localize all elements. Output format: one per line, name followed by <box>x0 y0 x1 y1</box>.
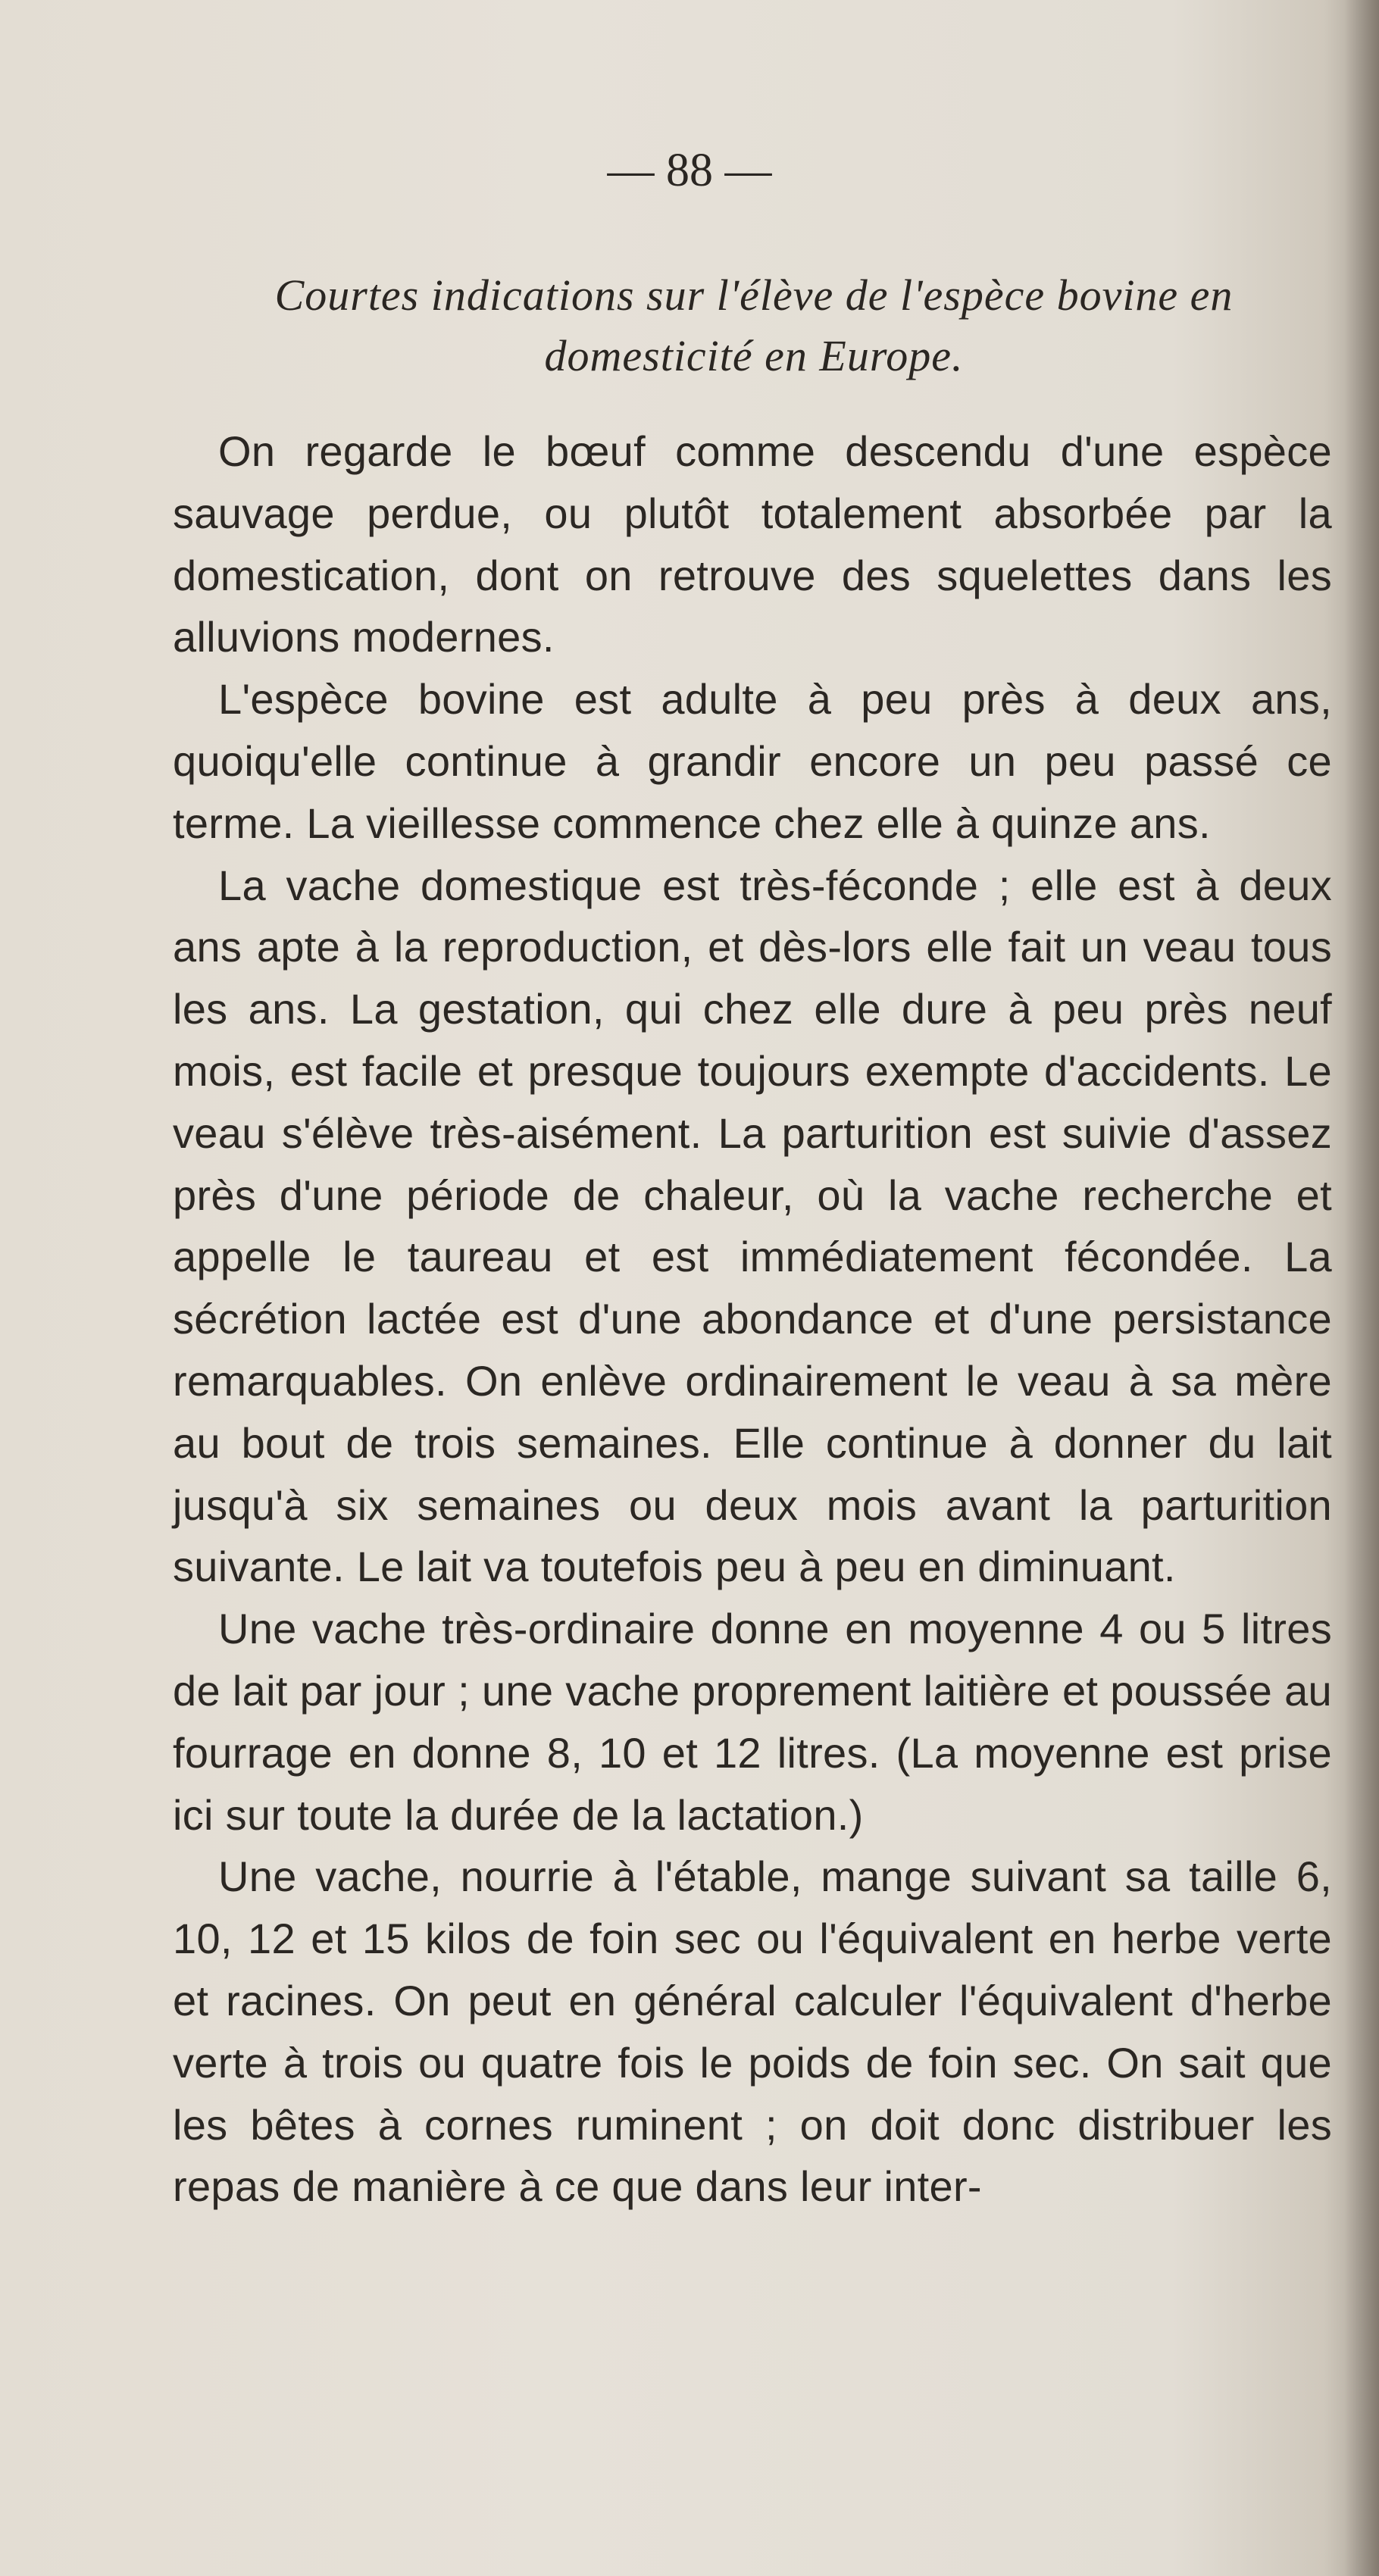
paragraph: On regarde le bœuf comme descendu d'une espèce sauvage perdue, ou plutôt totalement absorbée par la domestication, dont on retrouve des squelettes dans les alluvions modernes. <box>173 427 1332 661</box>
section-heading: Courtes indications sur l'élève de l'espèce bovine en domesticité en Europe. <box>274 270 1234 380</box>
page-number: — 88 — <box>607 145 772 196</box>
page-edge-shadow <box>1344 0 1379 2576</box>
paragraph: La vache domestique est très-féconde ; elle est à deux ans apte à la reproduction, et dès-lors elle fait un veau tous les ans. La gestation, qui chez elle dure à peu près neuf mois, est facile et presque toujours exempte d'accidents. Le veau s'élève très-aisément. La parturition est suivie d'assez près d'une période de chaleur, où la vache recherche et appelle le taureau et est immédiatement fécondée. La sécrétion lactée est d'une abondance et d'une persistance remarquables. On enlève ordinairement le veau à sa mère au bout de trois semaines. Elle continue à donner du lait jusqu'à six semaines ou deux mois avant la parturition suivante. Le lait va toutefois peu à peu en diminuant. <box>173 861 1332 1591</box>
paragraph: Une vache, nourrie à l'étable, mange suivant sa taille 6, 10, 12 et 15 kilos de foin sec ou l'équivalent en herbe verte et racines. On peut en général calculer l'équivalent d'herbe verte à trois ou quatre fois le poids de foin sec. On sait que les bêtes à cornes ruminent ; on doit donc distribuer les repas de manière à ce que dans leur inter- <box>173 1852 1332 2211</box>
body-text <box>173 420 1332 2218</box>
paragraph: L'espèce bovine est adulte à peu près à deux ans, quoiqu'elle continue à grandir encore un peu passé ce terme. La vieillesse commence chez elle à quinze ans. <box>173 675 1332 847</box>
paragraph: Une vache très-ordinaire donne en moyenne 4 ou 5 litres de lait par jour ; une vache proprement laitière et poussée au fourrage en donne 8, 10 et 12 litres. (La moyenne est prise ici sur toute la durée de la lactation.) <box>173 1605 1332 1839</box>
